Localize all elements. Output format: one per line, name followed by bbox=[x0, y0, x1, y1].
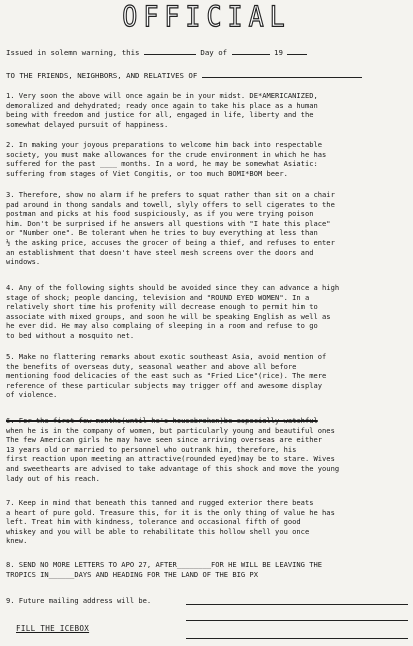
item-line: suffered for the past ____ months. In a word, he may be somewhat Asiatic: bbox=[6, 159, 318, 169]
item-line: 3. Therefore, show no alarm if he prefers to squat rather than sit on a chair bbox=[6, 190, 335, 199]
item-line: relatively short time his profenity will decrease enough to permit him to bbox=[6, 302, 318, 312]
item-line: of violence. bbox=[6, 390, 58, 400]
item-line: an establishment that doesn't have steel mesh screens over the doors and bbox=[6, 247, 314, 257]
item-line: 2. In making your joyous preparations to welcome him back into respectable bbox=[6, 140, 323, 149]
item-5 bbox=[6, 352, 407, 400]
item-line: The few American girls he may have seen since arriving overseas are either bbox=[6, 435, 323, 445]
item-line: 9. Future mailing address will be. bbox=[6, 596, 152, 605]
item-3 bbox=[6, 190, 407, 267]
to-line bbox=[6, 70, 362, 81]
item-line: 8. SEND NO MORE LETTERS TO APO 27, AFTER________FOR HE WILL BE LEAVING THE bbox=[6, 560, 323, 569]
to-blank bbox=[202, 70, 362, 78]
item-line: stage of shock; people dancing, television and "ROUND EYED WOMEN". In a bbox=[6, 292, 310, 302]
item-6 bbox=[6, 416, 407, 483]
item-line: 1. Very soon the above will once again be in your midst. DE*AMERICANIZED, bbox=[6, 91, 318, 100]
item-7 bbox=[6, 498, 407, 546]
item-line: he ever did. He may also complaing of sleeping in a room and refuse to go bbox=[6, 321, 318, 331]
year-blank bbox=[287, 47, 307, 55]
item-1 bbox=[6, 91, 407, 129]
item-line: being with freedom and justice for all, engaged in life, liberty and the bbox=[6, 110, 314, 120]
item-line: TROPICS IN______DAYS AND HEADING FOR THE LAND OF THE BIG PX bbox=[6, 569, 258, 579]
item-line: lady out of his reach. bbox=[6, 473, 100, 483]
year-prefix: 19 bbox=[274, 48, 283, 57]
item-line: pad around in thong sandals and towell, slyly offers to sell cigerates to the bbox=[6, 199, 335, 209]
item-line: 13 years old or married to personnel who outrank him, therefore, his bbox=[6, 444, 297, 454]
item-line: left. Treat him with kindness, tolerance and occasional fifth of good bbox=[6, 517, 301, 527]
item-line: suffering from stages of Viet Congitis, or too much BOMI*BOM beer. bbox=[6, 168, 288, 178]
address-line-1 bbox=[186, 604, 408, 605]
day-blank bbox=[144, 47, 196, 55]
item-line: whiskey and you will be able to rehabilitate this hollow shell you once bbox=[6, 526, 310, 536]
item-line: to bed without a mosquito net. bbox=[6, 330, 135, 340]
item-line: postman and picks at his food suspiciously, as if you were trying poison bbox=[6, 209, 314, 219]
document-title: OFFICIAL bbox=[122, 0, 291, 34]
item-line: windows. bbox=[6, 257, 41, 267]
item-line: reference of these particular subjects may trigger off and awesome display bbox=[6, 380, 323, 390]
item-line: knew. bbox=[6, 536, 28, 546]
item-line: a heart of pure gold. Treasure this, for it is the only thing of value he has bbox=[6, 507, 335, 517]
month-blank bbox=[232, 47, 270, 55]
item-line: him. Don't be surprised if he answers all questions with "I hate this place" bbox=[6, 218, 331, 228]
address-line-3 bbox=[186, 638, 408, 639]
item-line: and sweethearts are advised to take advantage of this shock and move the young bbox=[6, 463, 340, 473]
item-line: or "Number one". Be tolerant when he tries to buy everything at less than bbox=[6, 228, 318, 238]
fill-the-icebox: FILL THE ICEBOX bbox=[16, 624, 90, 633]
item-4 bbox=[6, 283, 407, 341]
item-line: 7. Keep in mind that beneath this tanned and rugged exterior there beats bbox=[6, 498, 314, 507]
issued-prefix: Issued in solemn warning, this bbox=[6, 48, 140, 57]
item-line: 4. Any of the following sights should be avoided since they can advance a high bbox=[6, 283, 340, 292]
item-line: first reaction upon meeting an attractive(rounded eyed)may be to stare. Wives bbox=[6, 454, 335, 464]
issued-line bbox=[6, 47, 307, 58]
item-line: society, you must make allowances for the crude environment in which he has bbox=[6, 149, 327, 159]
day-label: Day of bbox=[200, 48, 228, 57]
item-line: mentioning food delicacies of the east such as "Fried Lice"(rice). The mere bbox=[6, 371, 327, 381]
item-8 bbox=[6, 560, 407, 579]
item-line: 5. Make no flattering remarks about exotic southeast Asia, avoid mention of bbox=[6, 352, 327, 361]
item-line: the benefits of overseas duty, seasonal weather and above all before bbox=[6, 361, 297, 371]
struck-line: 6. For the first few months(until he's housebroken)be especially watchful bbox=[6, 416, 318, 425]
address-line-2 bbox=[186, 620, 408, 621]
item-line: when he is in the company of women, but particularly young and beautiful ones bbox=[6, 425, 335, 435]
item-line: somewhat delayed pursuit of happiness. bbox=[6, 119, 169, 129]
item-line: demoralized and dehydrated; ready once again to take his place as a human bbox=[6, 100, 318, 110]
item-line: associate with mixed groups, and soon he will be speaking English as well as bbox=[6, 311, 331, 321]
item-2 bbox=[6, 140, 407, 178]
item-line: ½ the asking price, accuses the grocer of being a thief, and refuses to enter bbox=[6, 237, 335, 247]
to-line-text: TO THE FRIENDS, NEIGHBORS, AND RELATIVES OF bbox=[6, 71, 198, 80]
